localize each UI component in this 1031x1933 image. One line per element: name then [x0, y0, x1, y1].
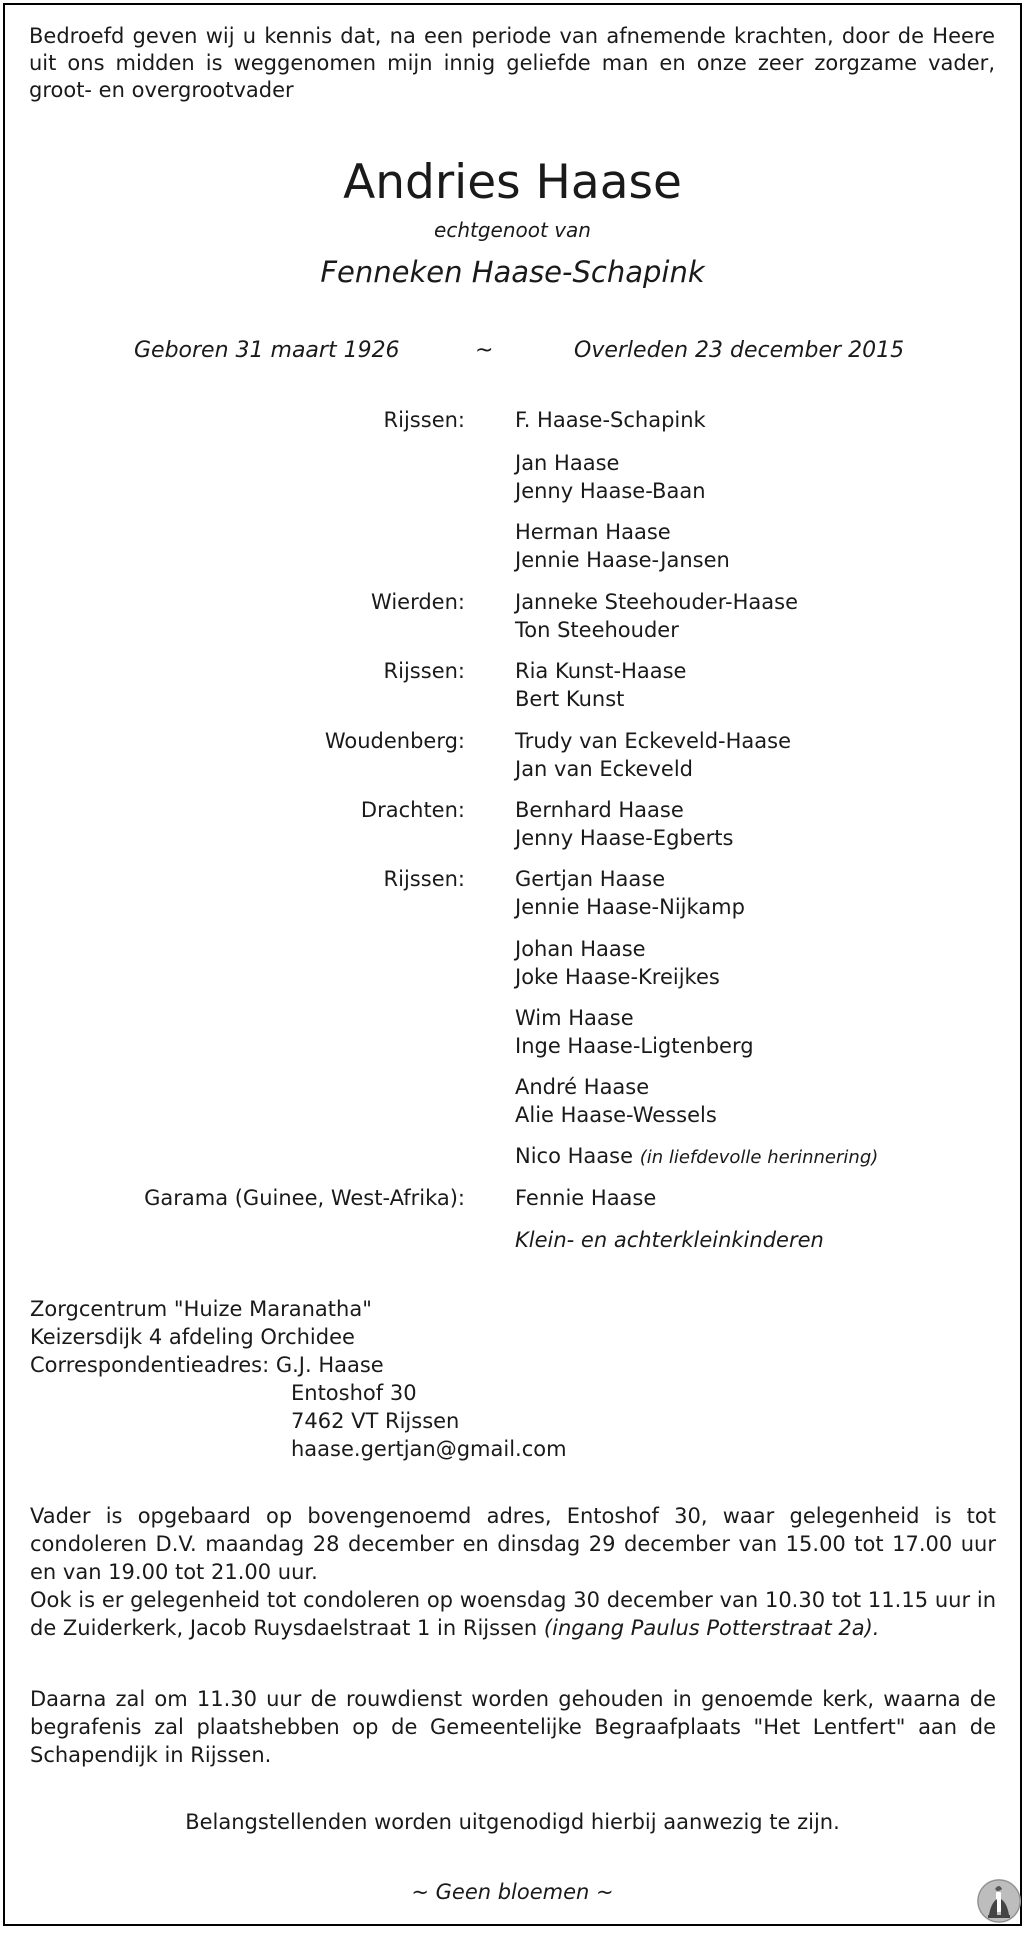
- viewing-paragraph: Vader is opgebaard op bovengenoemd adres, Entoshof 30, waar gelegenheid is tot condoleren D.V. maandag 28 december en dinsdag 29 december van 15.00 tot 17.00 uur en van 19.00 tot 21.00 uur.: [30, 1504, 996, 1584]
- date-separator: ~: [475, 338, 494, 363]
- family-member: Jan van Eckeveld: [515, 757, 693, 781]
- no-flowers-note: ~ Geen bloemen ~: [411, 1880, 614, 1904]
- family-member: Inge Haase-Ligtenberg: [515, 1034, 754, 1058]
- funeral-paragraph: Daarna zal om 11.30 uur de rouwdienst worden gehouden in genoemde kerk, waarna de begrafenis zal plaatshebben op de Gemeentelijke Begraafplaats "Het Lentfert" aan de Schapendijk in Rijssen.: [30, 1687, 996, 1767]
- correspondence-street: Entoshof 30: [291, 1381, 417, 1405]
- family-member: Johan Haase: [515, 937, 646, 961]
- family-place: Rijssen:: [383, 408, 465, 432]
- correspondence-name: G.J. Haase: [275, 1353, 384, 1377]
- family-member: Trudy van Eckeveld-Haase: [515, 729, 792, 753]
- family-member: Alie Haase-Wessels: [515, 1103, 717, 1127]
- family-place: Drachten:: [360, 798, 465, 822]
- address-line: Zorgcentrum "Huize Maranatha": [30, 1297, 372, 1321]
- condolence-entrance-note: (ingang Paulus Potterstraat 2a).: [543, 1616, 880, 1640]
- candle-figure-icon: [975, 1877, 1023, 1925]
- family-member: Jennie Haase-Jansen: [515, 548, 730, 572]
- deceased-name: Andries Haase: [343, 155, 682, 210]
- condolence-text: Ook is er gelegenheid tot condoleren op woensdag 30 december van 10.30 tot 11.15 uur in de Zuiderkerk, Jacob Ruysdaelstraat 1 in Rijssen: [30, 1588, 996, 1640]
- closing-text: Belangstellenden worden uitgenodigd hierbij aanwezig te zijn.: [185, 1810, 840, 1834]
- family-member: Bert Kunst: [515, 687, 625, 711]
- correspondence-label: Correspondentieadres:: [30, 1353, 270, 1377]
- address-line: Keizersdijk 4 afdeling Orchidee: [30, 1325, 355, 1349]
- family-member: Gertjan Haase: [515, 867, 666, 891]
- family-member: F. Haase-Schapink: [515, 408, 706, 432]
- correspondence-line: [30, 1351, 567, 1379]
- family-member: [515, 1144, 878, 1168]
- family-member: Janneke Steehouder-Haase: [515, 590, 798, 614]
- correspondence-email: haase.gertjan@gmail.com: [291, 1437, 567, 1461]
- family-member-note: (in liefdevolle herinnering): [639, 1147, 879, 1168]
- family-member: Joke Haase-Kreijkes: [515, 965, 720, 989]
- birth-date: Geboren 31 maart 1926: [134, 338, 400, 363]
- family-member: Bernhard Haase: [515, 798, 684, 822]
- family-member: Jenny Haase-Baan: [515, 479, 706, 503]
- address-block: [30, 1295, 567, 1463]
- family-member: André Haase: [515, 1075, 650, 1099]
- condolence-paragraph: [30, 1586, 996, 1642]
- family-member-name: Nico Haase: [515, 1144, 634, 1168]
- family-place: Rijssen:: [383, 867, 465, 891]
- family-member: Fennie Haase: [515, 1186, 657, 1210]
- family-place: Rijssen:: [383, 659, 465, 683]
- death-date: Overleden 23 december 2015: [574, 338, 905, 363]
- family-member: Jennie Haase-Nijkamp: [515, 895, 745, 919]
- spouse-name: Fenneken Haase-Schapink: [320, 255, 705, 289]
- intro-text: Bedroefd geven wij u kennis dat, na een periode van afnemende krachten, door de Heere uit ons midden is weggenomen mijn innig geliefde man en onze zeer zorgzame vader, groot- en overgrootvader: [29, 24, 995, 102]
- family-member: Wim Haase: [515, 1006, 634, 1030]
- family-place: Woudenberg:: [324, 729, 465, 753]
- family-place: Wierden:: [371, 590, 465, 614]
- family-place: Garama (Guinee, West-Afrika):: [144, 1186, 465, 1210]
- obituary-card: [3, 3, 1022, 1926]
- family-member: Jan Haase: [515, 451, 620, 475]
- spouse-label: echtgenoot van: [434, 218, 591, 242]
- grandchildren-line: Klein- en achterkleinkinderen: [515, 1228, 824, 1252]
- family-member: Herman Haase: [515, 520, 671, 544]
- correspondence-city: 7462 VT Rijssen: [291, 1409, 460, 1433]
- family-member: Jenny Haase-Egberts: [515, 826, 734, 850]
- family-member: Ria Kunst-Haase: [515, 659, 687, 683]
- family-member: Ton Steehouder: [515, 618, 679, 642]
